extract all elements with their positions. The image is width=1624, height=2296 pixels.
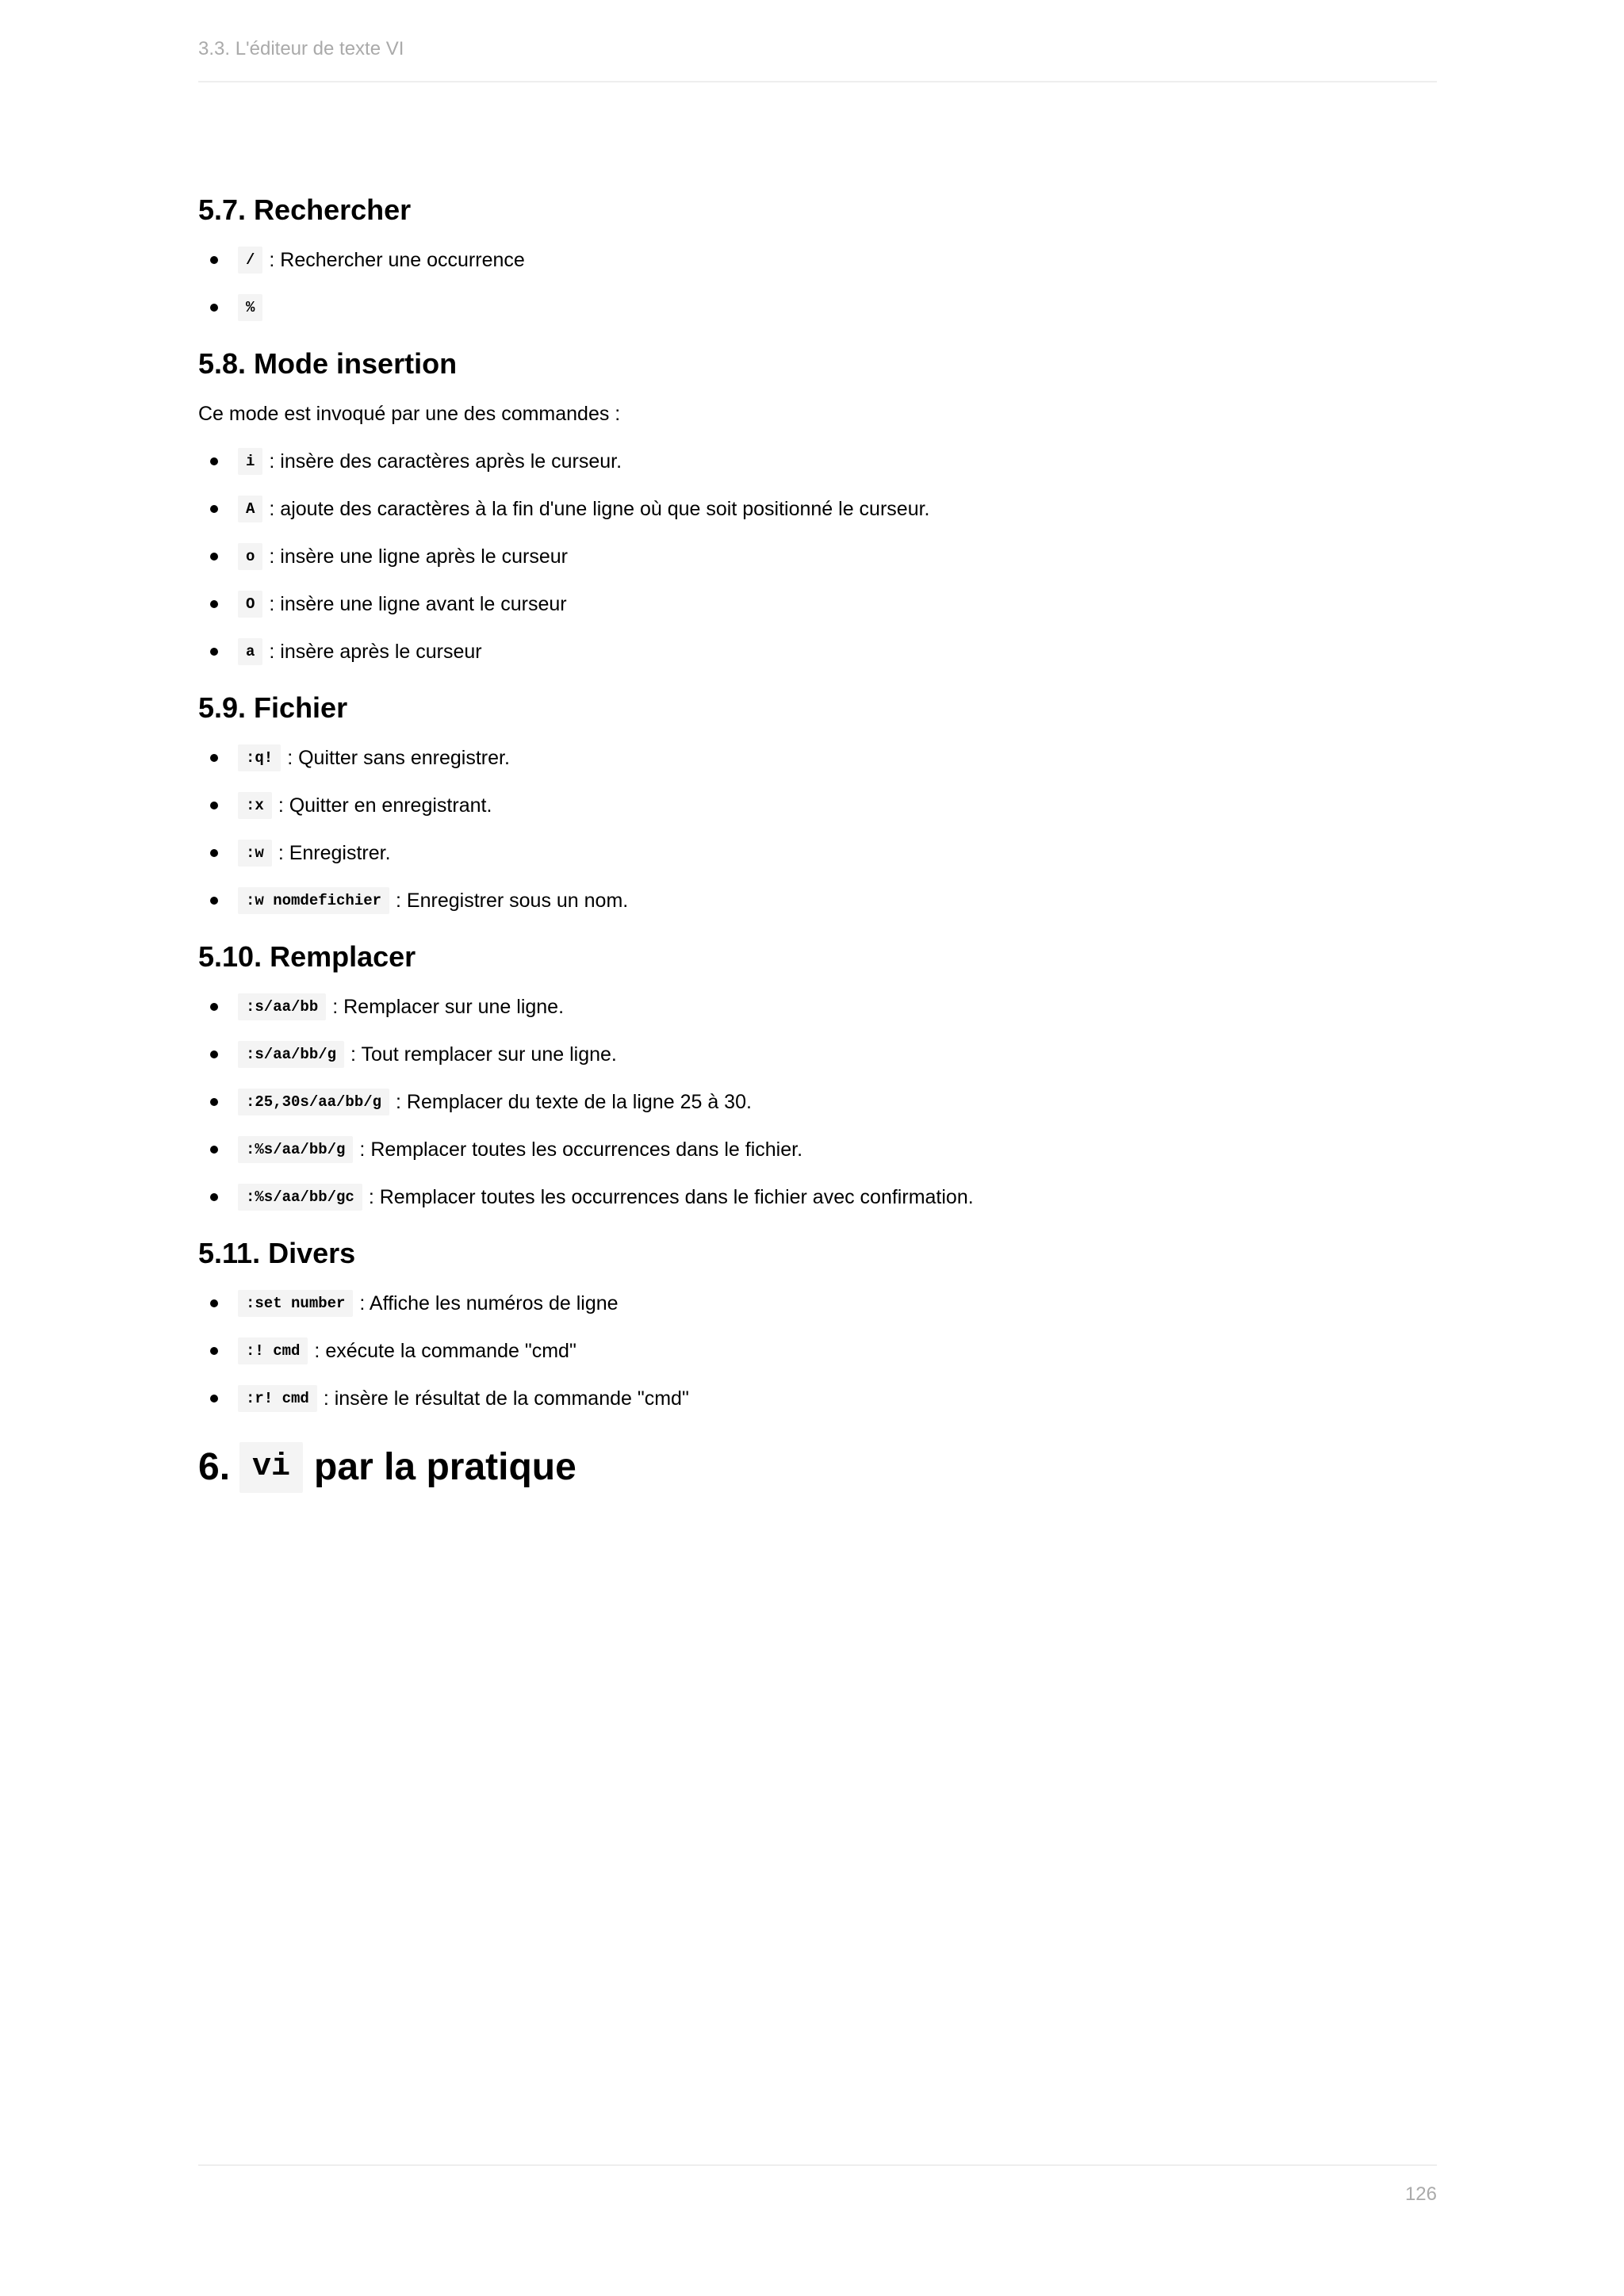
command-list (198, 743, 1437, 916)
command-code: / (238, 247, 262, 274)
command-code: :set number (238, 1290, 353, 1317)
command-description: : Remplacer sur une ligne. (332, 996, 565, 1018)
command-list (198, 992, 1437, 1212)
command-code: % (238, 294, 262, 321)
command-code: A (238, 496, 262, 522)
chapter-code: vi (239, 1442, 303, 1493)
command-description: : Remplacer du texte de la ligne 25 à 30. (396, 1091, 752, 1113)
bullet-icon (210, 1347, 218, 1355)
command-code: :x (238, 792, 272, 819)
command-description: : Quitter en enregistrant. (278, 794, 492, 817)
command-description: : Rechercher une occurrence (269, 249, 525, 271)
bullet-icon (210, 897, 218, 905)
running-footer (198, 2164, 1437, 2206)
running-header: 3.3. L'éditeur de texte VI (198, 38, 1437, 82)
list-item (198, 245, 1437, 275)
bullet-icon (210, 1299, 218, 1307)
section-heading: 5.10. Remplacer (198, 940, 416, 973)
section-heading: 5.9. Fichier (198, 691, 348, 724)
list-item (198, 494, 1437, 524)
bullet-icon (210, 256, 218, 264)
bullet-icon (210, 457, 218, 465)
command-description: : insère le résultat de la commande "cmd" (323, 1387, 689, 1410)
command-description: : insère des caractères après le curseur. (269, 450, 622, 473)
list-item (198, 886, 1437, 916)
command-code: a (238, 638, 262, 665)
list-item (198, 1039, 1437, 1070)
bullet-icon (210, 754, 218, 762)
section-heading: 5.11. Divers (198, 1237, 356, 1269)
bullet-icon (210, 553, 218, 561)
command-list (198, 446, 1437, 667)
command-code: :s/aa/bb/g (238, 1041, 344, 1068)
list-item (198, 589, 1437, 619)
command-code: :%s/aa/bb/gc (238, 1184, 362, 1211)
section-mode-insertion (198, 346, 1437, 667)
bullet-icon (210, 1193, 218, 1201)
command-code: :25,30s/aa/bb/g (238, 1089, 389, 1115)
section-remplacer (198, 939, 1437, 1212)
section-heading: 5.7. Rechercher (198, 193, 412, 226)
command-code: O (238, 591, 262, 618)
list-item (198, 992, 1437, 1022)
list-item (198, 1288, 1437, 1318)
list-item (198, 541, 1437, 572)
bullet-icon (210, 1098, 218, 1106)
page-number: 126 (1404, 2183, 1437, 2205)
command-code: i (238, 448, 262, 475)
section-rechercher (198, 193, 1437, 323)
list-item (198, 1336, 1437, 1366)
bullet-icon (210, 802, 218, 809)
command-code: o (238, 543, 262, 570)
list-item (198, 790, 1437, 821)
command-code: :r! cmd (238, 1385, 317, 1412)
bullet-icon (210, 849, 218, 857)
command-description: : Tout remplacer sur une ligne. (350, 1043, 617, 1066)
command-description: : Remplacer toutes les occurrences dans le fichier. (359, 1138, 803, 1161)
command-code: :! cmd (238, 1337, 308, 1364)
bullet-icon (210, 648, 218, 656)
chapter-number: 6. (198, 1446, 231, 1488)
section-heading: 5.8. Mode insertion (198, 347, 458, 380)
command-code: :q! (238, 744, 281, 771)
bullet-icon (210, 505, 218, 513)
command-description: : exécute la commande "cmd" (314, 1340, 576, 1362)
command-description: : Affiche les numéros de ligne (359, 1292, 619, 1314)
chapter-heading (198, 1442, 1437, 1493)
list-item (198, 637, 1437, 667)
bullet-icon (210, 1395, 218, 1402)
content (198, 193, 1437, 1493)
command-description: : insère après le curseur (269, 641, 482, 663)
chapter-title: par la pratique (314, 1446, 576, 1488)
list-item (198, 838, 1437, 868)
section-fichier (198, 691, 1437, 916)
command-description: : insère une ligne avant le curseur (269, 593, 567, 615)
bullet-icon (210, 1050, 218, 1058)
command-description: : Remplacer toutes les occurrences dans le fichier avec confirmation. (368, 1186, 974, 1208)
command-code: :s/aa/bb (238, 993, 326, 1020)
list-item (198, 1135, 1437, 1165)
list-item (198, 1383, 1437, 1414)
command-list (198, 1288, 1437, 1414)
list-item (198, 1087, 1437, 1117)
command-code: :%s/aa/bb/g (238, 1136, 353, 1163)
list-item (198, 743, 1437, 773)
command-description: : Enregistrer. (278, 842, 391, 864)
command-description: : Enregistrer sous un nom. (396, 890, 629, 912)
page (198, 0, 1437, 2296)
bullet-icon (210, 304, 218, 312)
command-description: : ajoute des caractères à la fin d'une ligne où que soit positionné le curseur. (269, 498, 930, 520)
command-code: :w nomdefichier (238, 887, 389, 914)
command-description: : insère une ligne après le curseur (269, 545, 569, 568)
section-intro: Ce mode est invoqué par une des commandes : (198, 403, 621, 425)
list-item (198, 293, 1437, 323)
command-code: :w (238, 840, 272, 867)
command-list (198, 245, 1437, 323)
bullet-icon (210, 1003, 218, 1011)
command-description: : Quitter sans enregistrer. (287, 747, 510, 769)
section-divers (198, 1236, 1437, 1414)
bullet-icon (210, 1146, 218, 1154)
list-item (198, 1182, 1437, 1212)
list-item (198, 446, 1437, 476)
bullet-icon (210, 600, 218, 608)
